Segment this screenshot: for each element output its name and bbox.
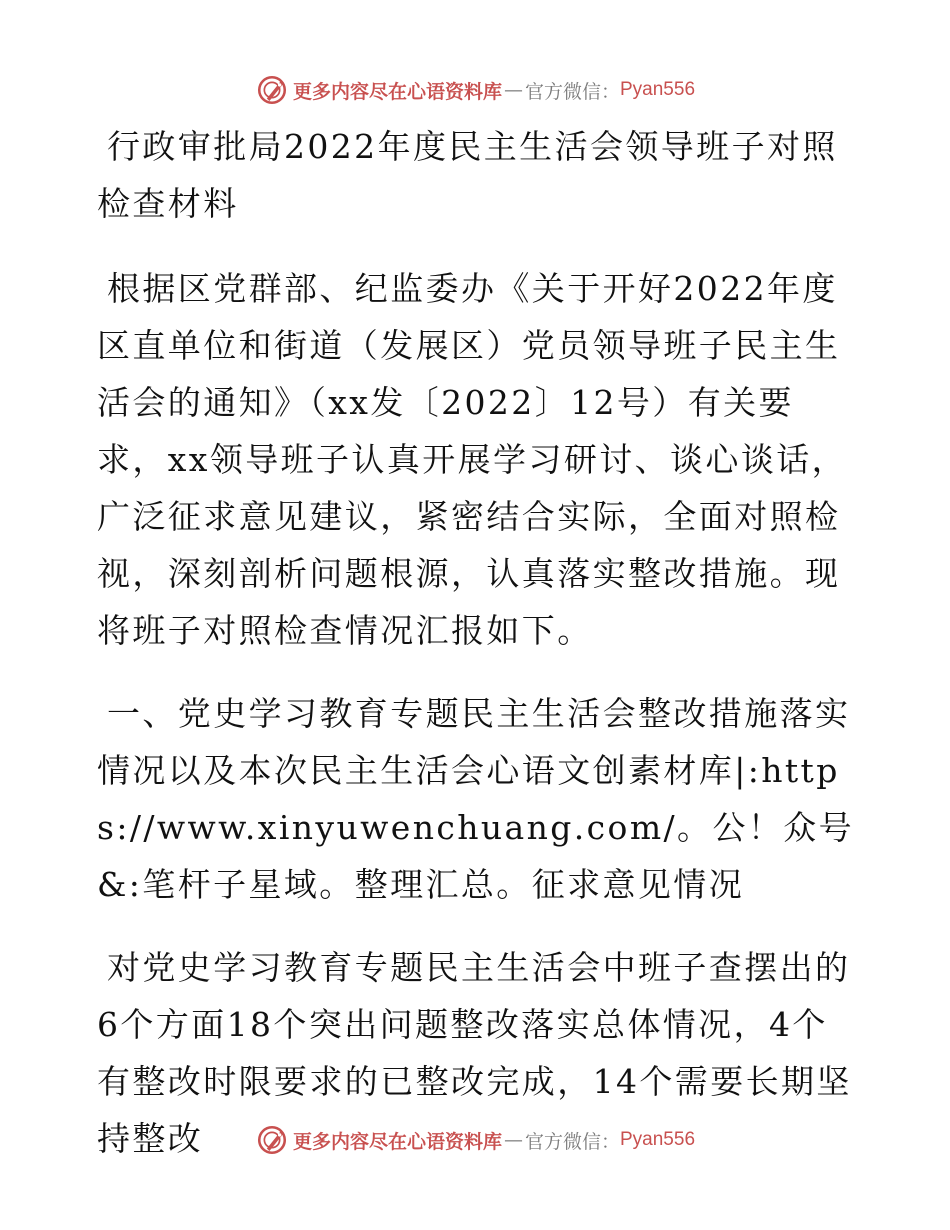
watermark-wechat-id: Pyan556 (620, 79, 696, 100)
watermark-main-text: 更多内容尽在心语资料库 (292, 1130, 502, 1153)
watermark-wechat-id: Pyan556 (620, 1129, 696, 1150)
paragraph-section-one-heading: 一、党史学习教育专题民主生活会整改措施落实情况以及本次民主生活会心语文创素材库|:https://www.xinyuwenchuang.com/。公！众号&:笔杆子星域。整理汇总。征求意见情况 (97, 694, 855, 904)
watermark-separator: — (503, 1129, 523, 1151)
paragraph-intro: 根据区党群部、纪监委办《关于开好2022年度区直单位和街道（发展区）党员领导班子民主生活会的通知》（xx发〔2022〕12号）有关要求，xx领导班子认真开展学习研讨、谈心谈话，广泛征求意见建议，紧密结合实际，全面对照检视，深刻剖析问题根源，认真落实整改措施。现将班子对照检查情况汇报如下。 (97, 269, 848, 650)
pen-nib-circle-icon (255, 73, 289, 107)
watermark-official-label: 官方微信： (524, 1130, 620, 1153)
document-title: 行政审批局2022年度民主生活会领导班子对照检查材料 (97, 127, 838, 223)
watermark-separator: — (503, 79, 523, 101)
watermark-banner-bottom (0, 1120, 950, 1160)
document-body (97, 118, 857, 1193)
watermark-main-text: 更多内容尽在心语资料库 (292, 80, 502, 103)
pen-nib-circle-icon (255, 1123, 289, 1157)
paragraph-rectification-summary: 对党史学习教育专题民主生活会中班子查摆出的6个方面18个突出问题整改落实总体情况，4个有整改时限要求的已整改完成，14个需要长期坚持整改 (97, 948, 852, 1158)
watermark-banner-top (0, 70, 950, 110)
watermark-official-label: 官方微信： (524, 80, 620, 103)
